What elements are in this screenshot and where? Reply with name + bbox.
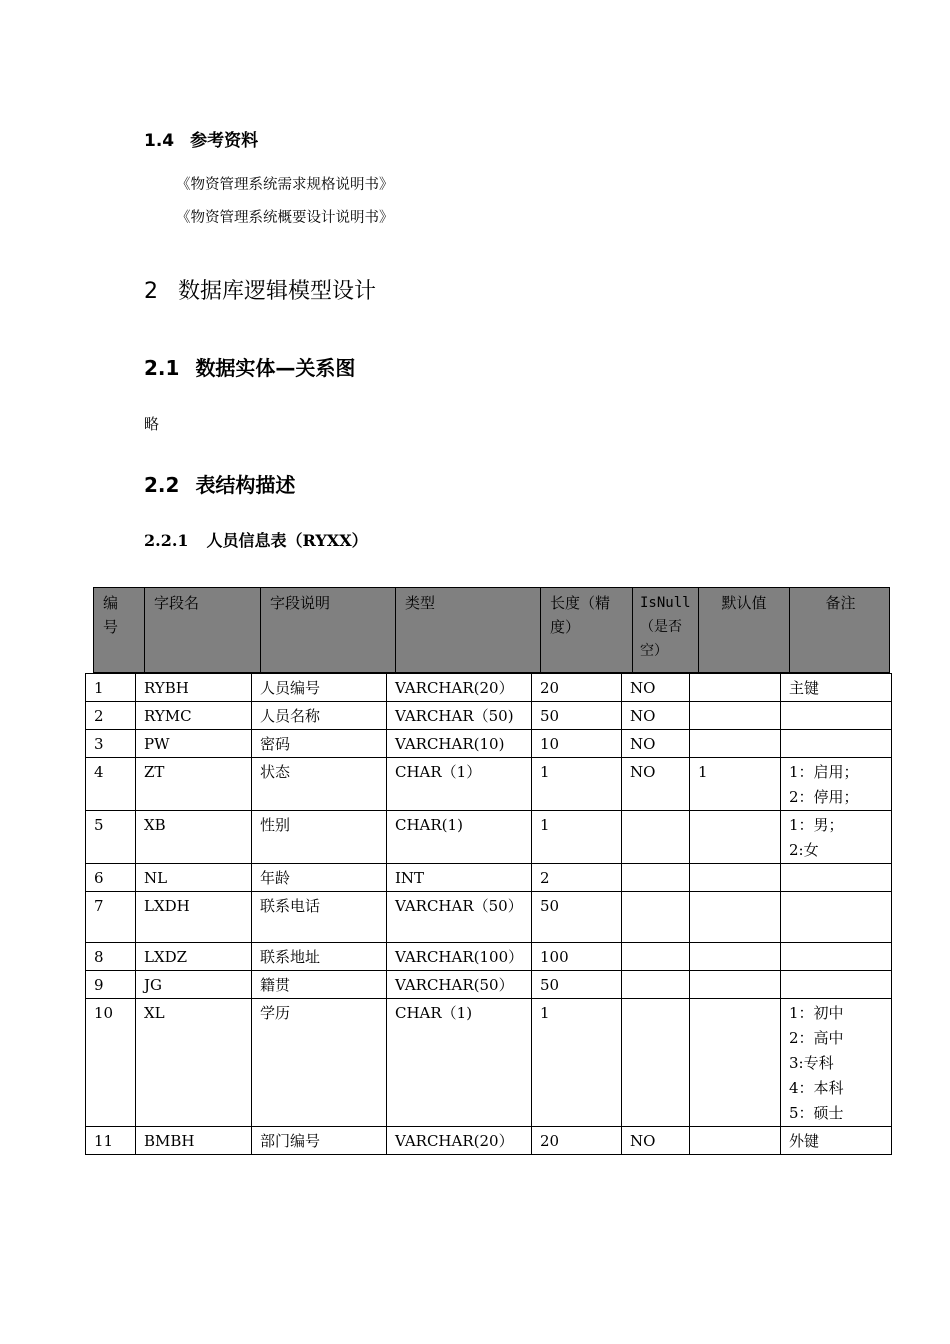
table-row [86, 730, 892, 758]
cell-remark [781, 702, 892, 730]
subsection-title: 人员信息表（RYXX） [206, 531, 368, 550]
cell-isnull [622, 999, 690, 1127]
cell-type: CHAR（1) [387, 999, 532, 1127]
cell-isnull: NO [622, 730, 690, 758]
cell-remark: 主键 [781, 674, 892, 702]
cell-field-desc: 联系地址 [252, 943, 387, 971]
cell-default [690, 999, 781, 1127]
header-cell-default: 默认值 [699, 588, 790, 672]
cell-field-name: XB [136, 811, 252, 864]
cell-default [690, 892, 781, 943]
table-row [86, 892, 892, 943]
cell-field-desc: 密码 [252, 730, 387, 758]
section-number: 2.1 [144, 356, 180, 380]
table-row [86, 943, 892, 971]
cell-number: 5 [86, 811, 136, 864]
section-title: 参考资料 [190, 131, 259, 151]
cell-field-name: ZT [136, 758, 252, 811]
cell-default [690, 943, 781, 971]
cell-field-desc: 状态 [252, 758, 387, 811]
section-number: 1.4 [144, 131, 175, 151]
section-title: 表结构描述 [195, 473, 296, 497]
cell-field-name: BMBH [136, 1127, 252, 1155]
table-row [86, 999, 892, 1127]
header-cell-type: 类型 [396, 588, 541, 672]
cell-field-desc: 人员编号 [252, 674, 387, 702]
table-row [86, 758, 892, 811]
cell-default [690, 702, 781, 730]
cell-isnull [622, 811, 690, 864]
cell-isnull [622, 971, 690, 999]
header-cell-remark: 备注 [825, 594, 856, 612]
cell-isnull [622, 943, 690, 971]
chapter-number: 2 [144, 279, 158, 304]
cell-field-desc: 部门编号 [252, 1127, 387, 1155]
cell-isnull: NO [622, 702, 690, 730]
cell-field-name: NL [136, 864, 252, 892]
cell-type: INT [387, 864, 532, 892]
cell-field-name: RYMC [136, 702, 252, 730]
table-row [86, 971, 892, 999]
cell-field-name: LXDH [136, 892, 252, 943]
cell-number: 6 [86, 864, 136, 892]
cell-type: VARCHAR（50) [387, 702, 532, 730]
cell-field-desc: 联系电话 [252, 892, 387, 943]
cell-default: 1 [690, 758, 781, 811]
reference-item: 《物资管理系统概要设计说明书》 [176, 210, 394, 226]
cell-default [690, 1127, 781, 1155]
cell-length: 100 [532, 943, 622, 971]
table-body [85, 673, 892, 1155]
cell-isnull: NO [622, 1127, 690, 1155]
section-heading-1-4 [144, 126, 258, 151]
cell-default [690, 864, 781, 892]
cell-remark [781, 864, 892, 892]
cell-field-desc: 年龄 [252, 864, 387, 892]
cell-remark: 1：男； 2:女 [781, 811, 892, 864]
cell-field-name: PW [136, 730, 252, 758]
cell-length: 1 [532, 758, 622, 811]
reference-item: 《物资管理系统需求规格说明书》 [176, 177, 394, 193]
cell-length: 50 [532, 971, 622, 999]
cell-number: 1 [86, 674, 136, 702]
cell-isnull [622, 864, 690, 892]
cell-isnull: NO [622, 758, 690, 811]
cell-number: 11 [86, 1127, 136, 1155]
cell-type: VARCHAR(20） [387, 674, 532, 702]
cell-number: 2 [86, 702, 136, 730]
cell-type: VARCHAR(50） [387, 971, 532, 999]
cell-type: VARCHAR(20） [387, 1127, 532, 1155]
cell-type: CHAR(1) [387, 811, 532, 864]
cell-type: CHAR（1） [387, 758, 532, 811]
cell-length: 50 [532, 892, 622, 943]
cell-isnull: NO [622, 674, 690, 702]
table-header [93, 587, 890, 673]
cell-field-desc: 学历 [252, 999, 387, 1127]
section-heading-2-1 [144, 352, 355, 381]
table-row [86, 702, 892, 730]
cell-type: VARCHAR（50） [387, 892, 532, 943]
cell-type: VARCHAR(10) [387, 730, 532, 758]
cell-remark [781, 971, 892, 999]
cell-remark: 1：启用； 2：停用； [781, 758, 892, 811]
cell-number: 8 [86, 943, 136, 971]
header-cell-length: 长度（精度） [541, 588, 633, 672]
cell-isnull [622, 892, 690, 943]
chapter-heading-2 [144, 274, 376, 305]
section-heading-2-2 [144, 469, 295, 498]
cell-type: VARCHAR(100） [387, 943, 532, 971]
cell-field-name: XL [136, 999, 252, 1127]
cell-length: 20 [532, 674, 622, 702]
cell-field-desc: 人员名称 [252, 702, 387, 730]
cell-remark: 1：初中 2：高中 3:专科 4：本科 5：硕士 [781, 999, 892, 1127]
cell-length: 50 [532, 702, 622, 730]
cell-length: 10 [532, 730, 622, 758]
subsection-heading-2-2-1 [144, 528, 368, 551]
cell-number: 10 [86, 999, 136, 1127]
cell-default [690, 811, 781, 864]
cell-length: 1 [532, 999, 622, 1127]
cell-default [690, 674, 781, 702]
cell-field-name: RYBH [136, 674, 252, 702]
cell-number: 9 [86, 971, 136, 999]
cell-number: 7 [86, 892, 136, 943]
subsection-number: 2.2.1 [144, 531, 189, 550]
cell-field-desc: 性别 [252, 811, 387, 864]
cell-field-name: JG [136, 971, 252, 999]
section-number: 2.2 [144, 473, 180, 497]
header-cell-field-name: 字段名 [145, 588, 261, 672]
cell-field-name: LXDZ [136, 943, 252, 971]
table-row [86, 1127, 892, 1155]
cell-remark [781, 892, 892, 943]
section-title: 数据实体—关系图 [195, 356, 356, 380]
cell-number: 4 [86, 758, 136, 811]
table-row [86, 674, 892, 702]
table-row [86, 864, 892, 892]
chapter-title: 数据库逻辑模型设计 [178, 279, 377, 304]
cell-remark: 外键 [781, 1127, 892, 1155]
header-cell-isnull: IsNull（是否空） [633, 588, 699, 672]
cell-default [690, 971, 781, 999]
cell-length: 1 [532, 811, 622, 864]
cell-length: 20 [532, 1127, 622, 1155]
cell-remark [781, 943, 892, 971]
cell-remark [781, 730, 892, 758]
cell-length: 2 [532, 864, 622, 892]
table-row [86, 811, 892, 864]
header-cell-number: 编号 [94, 588, 145, 672]
header-cell-field-desc: 字段说明 [261, 588, 396, 672]
cell-field-desc: 籍贯 [252, 971, 387, 999]
section-body-text: 略 [144, 415, 160, 433]
cell-default [690, 730, 781, 758]
cell-number: 3 [86, 730, 136, 758]
